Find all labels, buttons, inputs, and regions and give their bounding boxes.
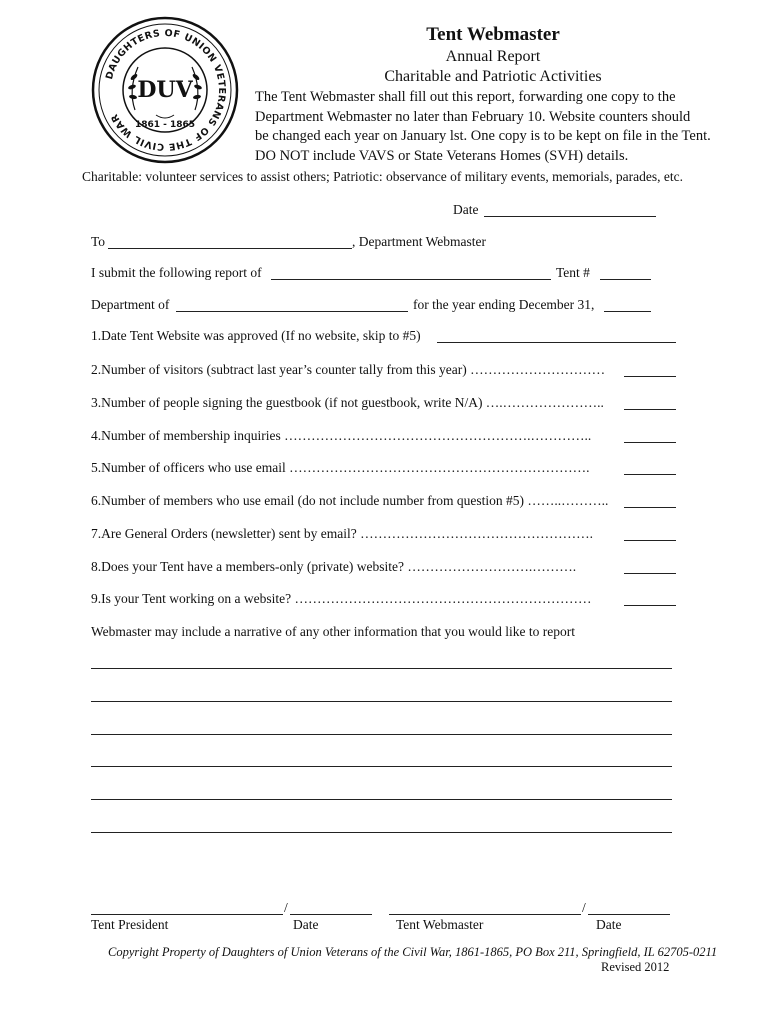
narrative-line[interactable] (91, 799, 672, 800)
narrative-line[interactable] (91, 766, 672, 767)
seal-monogram: DUV (137, 77, 193, 103)
department-webmaster-label: , Department Webmaster (352, 234, 486, 249)
narrative-line[interactable] (91, 701, 672, 702)
answer-4-field[interactable] (624, 442, 676, 443)
webmaster-date-label: Date (596, 917, 622, 932)
president-date-label: Date (293, 917, 319, 932)
seal-logo (90, 15, 240, 165)
signature-slash: / (582, 900, 586, 915)
narrative-line[interactable] (91, 832, 672, 833)
question-9: 9.Is your Tent working on a website? ………………………………………………………… (91, 591, 592, 606)
revised-date: Revised 2012 (601, 960, 670, 974)
to-label: To (91, 234, 106, 249)
president-signature-field[interactable] (91, 914, 283, 915)
webmaster-date-field[interactable] (588, 914, 670, 915)
question-7: 7.Are General Orders (newsletter) sent by email? ……………………………………………. (91, 526, 594, 541)
definition-text: Charitable: volunteer services to assist others; Patriotic: observance of military events, memorials, parades, etc. (82, 169, 683, 184)
tent-number-label: Tent # (556, 265, 590, 280)
narrative-line[interactable] (91, 668, 672, 669)
answer-8-field[interactable] (624, 573, 676, 574)
signature-slash: / (284, 900, 288, 915)
year-ending-label: for the year ending December 31, (413, 297, 595, 312)
instruction-line: be changed each year on January lst. One copy is to be kept on file in the Tent. (255, 128, 711, 144)
answer-5-field[interactable] (624, 474, 676, 475)
question-5: 5.Number of officers who use email …………………………………………………………. (91, 460, 590, 475)
question-8: 8.Does your Tent have a members-only (private) website? ……………………….………. (91, 559, 577, 574)
instruction-line: The Tent Webmaster shall fill out this report, forwarding one copy to the (255, 89, 676, 105)
president-date-field[interactable] (290, 914, 372, 915)
answer-2-field[interactable] (624, 376, 676, 377)
answer-1-field[interactable] (437, 342, 676, 343)
seal-years: 1861 - 1865 (134, 120, 196, 130)
instruction-line: DO NOT include VAVS or State Veterans Homes (SVH) details. (255, 147, 629, 164)
document-subtitle: Annual Report (445, 48, 541, 65)
question-2: 2.Number of visitors (subtract last year’s counter tally from this year) ………………………… (91, 362, 606, 377)
question-3: 3.Number of people signing the guestbook (if not guestbook, write N/A) ….………………….. (91, 395, 604, 410)
webmaster-signature-field[interactable] (389, 914, 581, 915)
department-field[interactable] (176, 311, 408, 312)
submit-report-label: I submit the following report of (91, 265, 262, 280)
answer-3-field[interactable] (624, 409, 676, 410)
document-title: Tent Webmaster (426, 24, 560, 45)
department-label: Department of (91, 297, 170, 312)
tent-webmaster-label: Tent Webmaster (396, 917, 484, 932)
date-field[interactable] (484, 216, 656, 217)
narrative-label: Webmaster may include a narrative of any other information that you would like to report (91, 624, 576, 639)
year-field[interactable] (604, 311, 651, 312)
instructions-paragraph (255, 88, 733, 166)
document-subtitle-2: Charitable and Patriotic Activities (384, 68, 602, 85)
narrative-line[interactable] (91, 734, 672, 735)
answer-9-field[interactable] (624, 605, 676, 606)
seal-ring-text: DAUGHTERS OF UNION VETERANS OF THE CIVIL WAR (104, 27, 228, 153)
date-label: Date (453, 202, 479, 217)
instruction-line: Department Webmaster no later than February 10. Website counters should (255, 108, 691, 125)
tent-number-field[interactable] (600, 279, 651, 280)
copyright-notice: Copyright Property of Daughters of Union Veterans of the Civil War, 1861-1865, PO Box 211, Springfield, IL 62705-0211 (108, 945, 718, 959)
question-6: 6.Number of members who use email (do not include number from question #5) ……..……….. (91, 493, 609, 508)
to-field[interactable] (108, 248, 352, 249)
answer-7-field[interactable] (624, 540, 676, 541)
question-4: 4.Number of membership inquiries ……………………………………………….………….. (91, 428, 592, 443)
question-1: 1.Date Tent Website was approved (If no website, skip to #5) (91, 328, 421, 343)
report-of-field[interactable] (271, 279, 551, 280)
tent-president-label: Tent President (91, 917, 169, 932)
answer-6-field[interactable] (624, 507, 676, 508)
